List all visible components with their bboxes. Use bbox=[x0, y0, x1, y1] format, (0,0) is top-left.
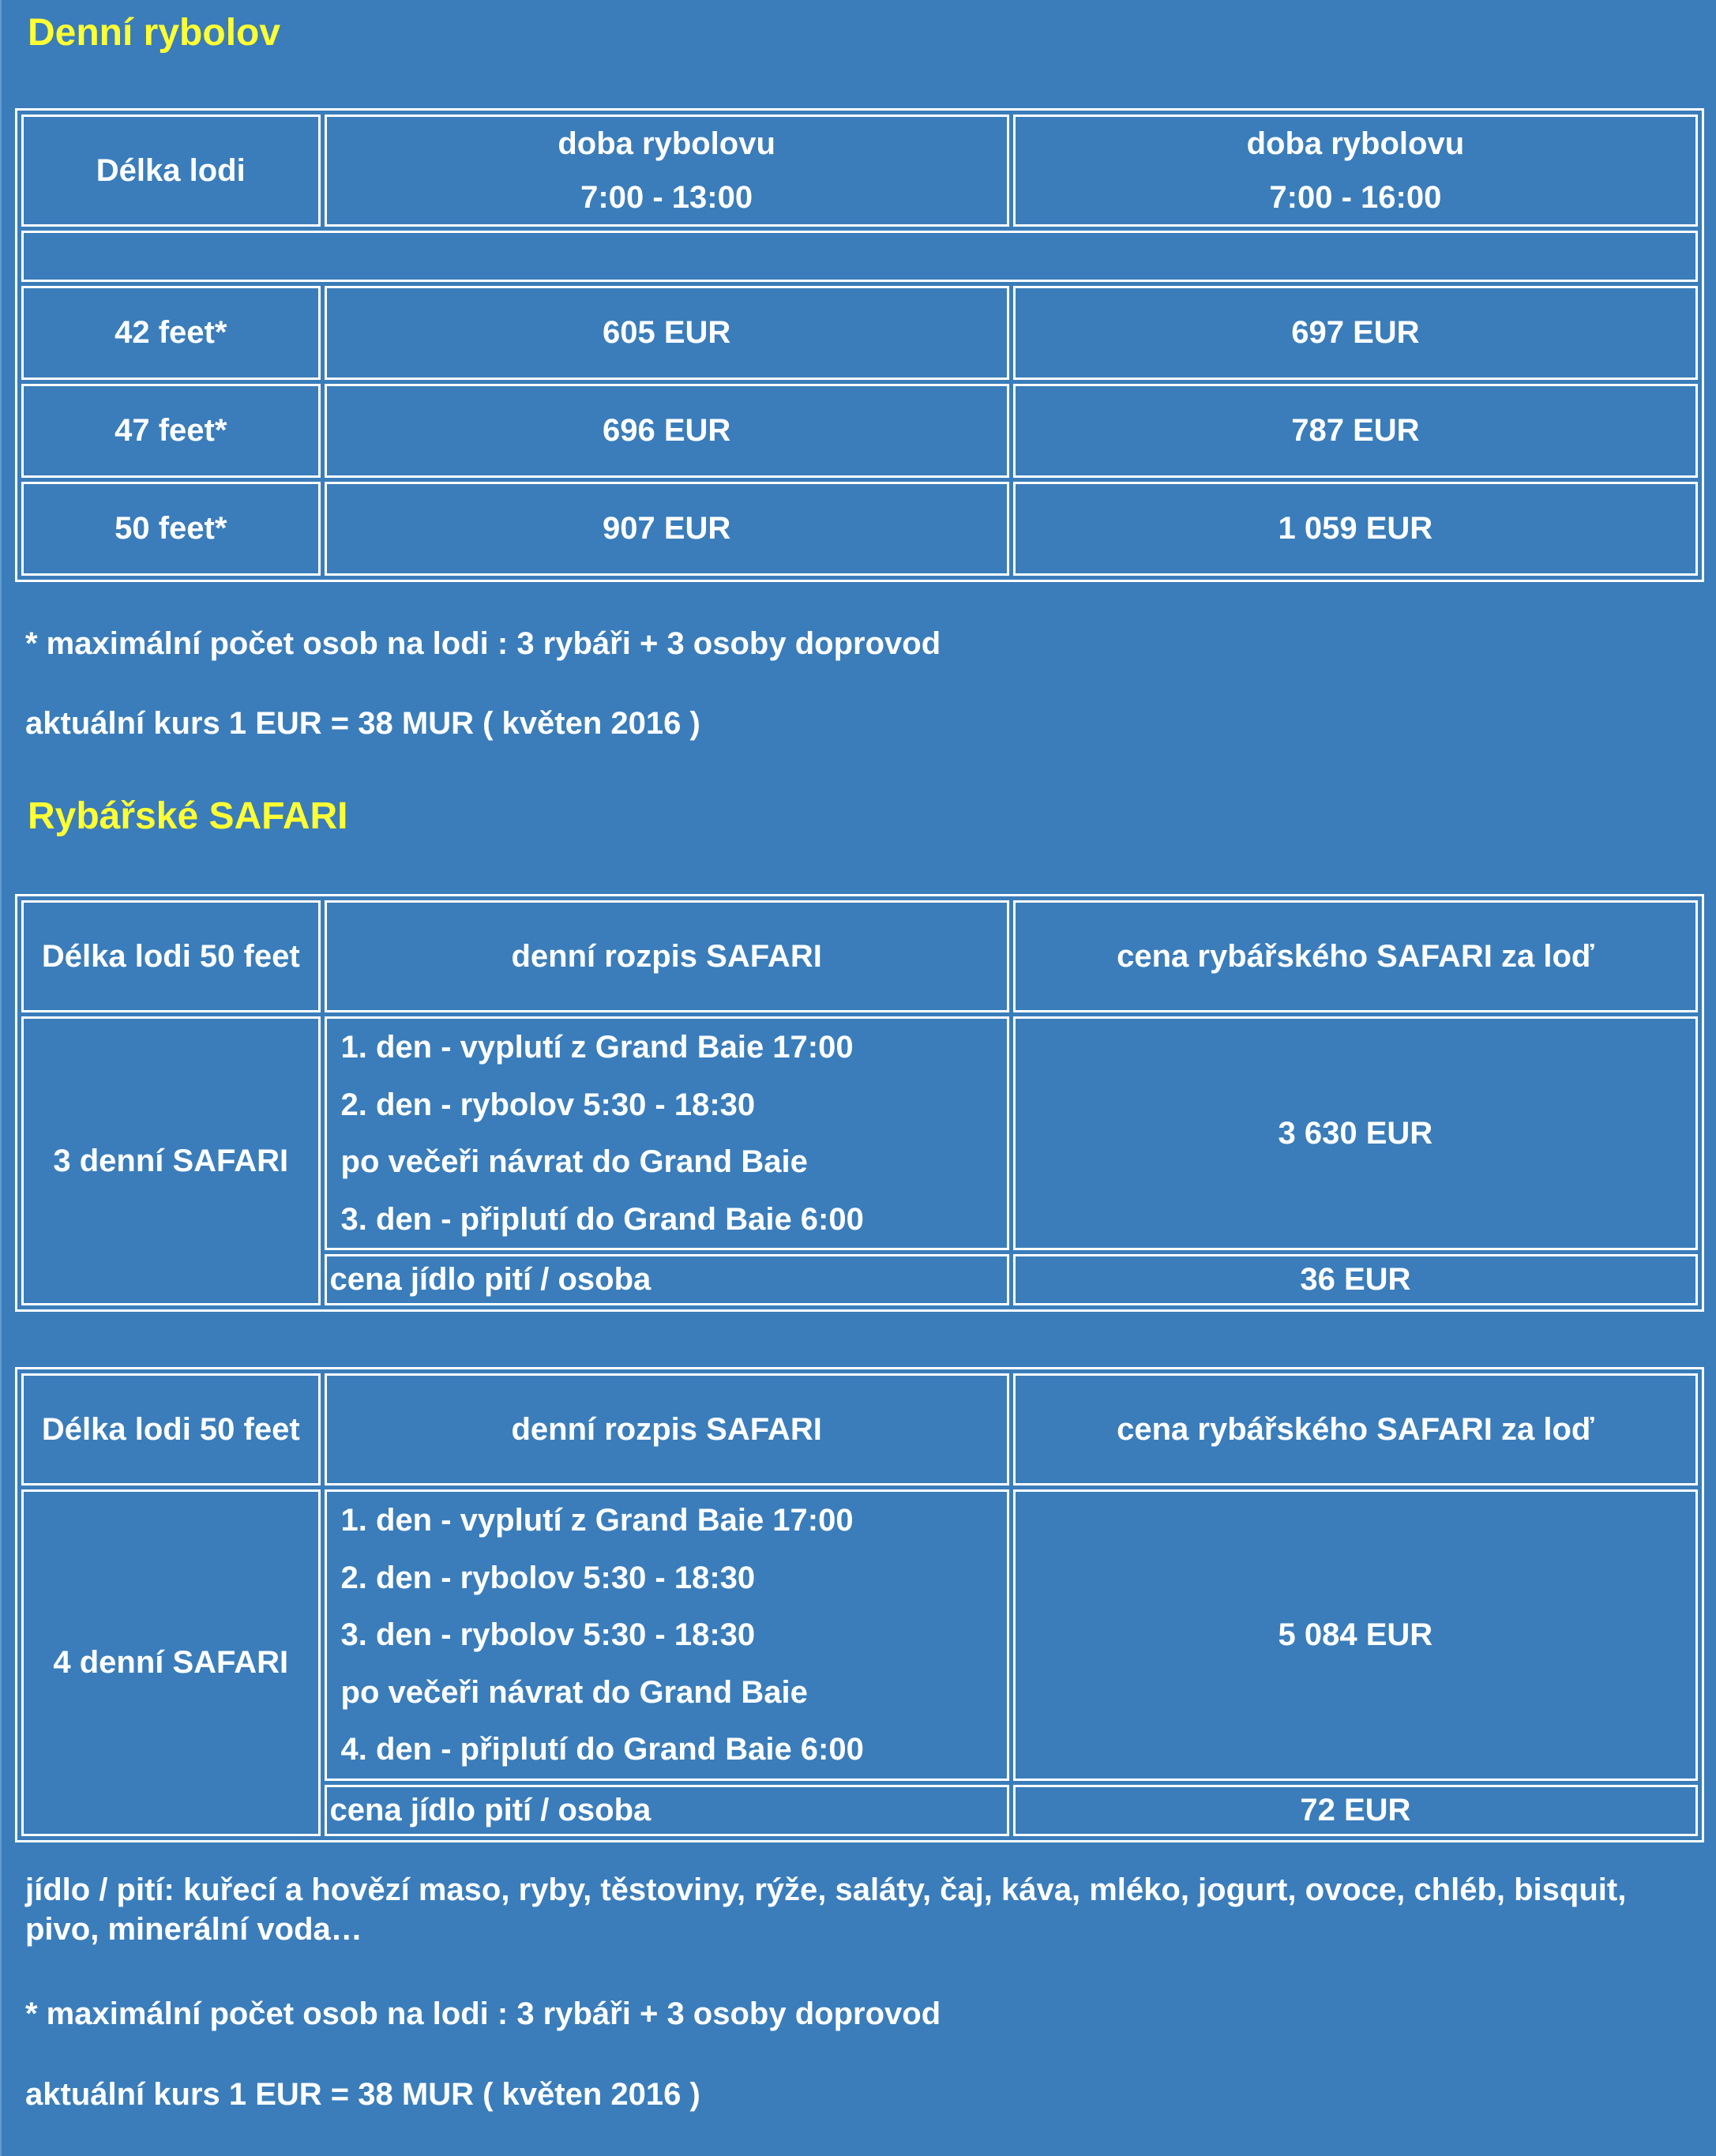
header-duration-long-label: doba rybolovu bbox=[1246, 126, 1465, 161]
safari-name: 3 denní SAFARI bbox=[21, 1016, 321, 1305]
row-price-short: 605 EUR bbox=[325, 286, 1009, 380]
table-row bbox=[21, 1016, 1698, 1250]
row-boat-length: 50 feet* bbox=[21, 482, 321, 576]
food-price-value: 36 EUR bbox=[1013, 1254, 1698, 1305]
schedule-line: 4. den - připlutí do Grand Baie 6:00 bbox=[340, 1732, 864, 1767]
row-boat-length: 42 feet* bbox=[21, 286, 321, 380]
spacer-row bbox=[21, 231, 1698, 282]
header-boat-price: cena rybářského SAFARI za loď bbox=[1013, 1373, 1698, 1486]
safari-schedule bbox=[325, 1489, 1009, 1781]
schedule-line: 2. den - rybolov 5:30 - 18:30 bbox=[340, 1560, 756, 1595]
header-duration-short-label: doba rybolovu bbox=[558, 126, 775, 161]
schedule-line: po večeři návrat do Grand Baie bbox=[340, 1674, 808, 1710]
safari-exchange-rate-note: aktuální kurs 1 EUR = 38 MUR ( květen 2016 ) bbox=[25, 2077, 700, 2112]
table-row bbox=[21, 286, 1698, 380]
header-boat-length: Délka lodi 50 feet bbox=[21, 900, 321, 1012]
schedule-line: 3. den - připlutí do Grand Baie 6:00 bbox=[340, 1201, 864, 1237]
table-header-row bbox=[21, 1373, 1698, 1486]
header-duration-short bbox=[325, 115, 1009, 227]
header-duration-short-time: 7:00 - 13:00 bbox=[580, 180, 753, 215]
table-header-row bbox=[21, 900, 1698, 1012]
safari-boat-price: 5 084 EUR bbox=[1013, 1489, 1698, 1781]
header-duration-long bbox=[1013, 115, 1698, 227]
table-header-row bbox=[21, 115, 1698, 227]
row-price-long: 697 EUR bbox=[1013, 286, 1698, 380]
row-boat-length: 47 feet* bbox=[21, 384, 321, 478]
row-price-short: 696 EUR bbox=[325, 384, 1009, 478]
safari-capacity-note: * maximální počet osob na lodi : 3 rybáři + 3 osoby doprovod bbox=[25, 1996, 941, 2031]
food-price-label: cena jídlo pití / osoba bbox=[325, 1785, 1009, 1836]
table-row bbox=[21, 482, 1698, 576]
row-price-long: 1 059 EUR bbox=[1013, 482, 1698, 576]
daily-fishing-table bbox=[15, 108, 1704, 582]
table-row bbox=[21, 384, 1698, 478]
safari-4-day-table bbox=[15, 1367, 1704, 1842]
spacer-cell bbox=[21, 231, 1698, 282]
header-boat-length: Délka lodi 50 feet bbox=[21, 1373, 321, 1486]
daily-exchange-rate-note: aktuální kurs 1 EUR = 38 MUR ( květen 2016 ) bbox=[25, 706, 700, 741]
header-duration-long-time: 7:00 - 16:00 bbox=[1269, 180, 1442, 215]
header-schedule: denní rozpis SAFARI bbox=[325, 1373, 1009, 1486]
row-price-short: 907 EUR bbox=[325, 482, 1009, 576]
schedule-line: po večeři návrat do Grand Baie bbox=[340, 1144, 808, 1179]
schedule-line: 1. den - vyplutí z Grand Baie 17:00 bbox=[340, 1503, 854, 1538]
safari-3-day-table bbox=[15, 894, 1704, 1312]
food-price-value: 72 EUR bbox=[1013, 1785, 1698, 1836]
safari-boat-price: 3 630 EUR bbox=[1013, 1016, 1698, 1250]
schedule-line: 2. den - rybolov 5:30 - 18:30 bbox=[340, 1087, 756, 1122]
header-schedule: denní rozpis SAFARI bbox=[325, 900, 1009, 1012]
safari-name: 4 denní SAFARI bbox=[21, 1489, 321, 1836]
schedule-line: 3. den - rybolov 5:30 - 18:30 bbox=[340, 1617, 756, 1652]
daily-capacity-note: * maximální počet osob na lodi : 3 rybáři + 3 osoby doprovod bbox=[25, 626, 941, 661]
row-price-long: 787 EUR bbox=[1013, 384, 1698, 478]
header-boat-length: Délka lodi bbox=[21, 115, 321, 227]
safari-title: Rybářské SAFARI bbox=[28, 795, 348, 837]
food-drink-note: jídlo / pití: kuřecí a hovězí maso, ryby, těstoviny, rýže, saláty, čaj, káva, mléko, jogurt, ovoce, chléb, bisquit, pivo, minerální voda… bbox=[25, 1872, 1627, 1947]
header-boat-price: cena rybářského SAFARI za loď bbox=[1013, 900, 1698, 1012]
food-price-label: cena jídlo pití / osoba bbox=[325, 1254, 1009, 1305]
safari-schedule bbox=[325, 1016, 1009, 1250]
daily-fishing-title: Denní rybolov bbox=[28, 12, 281, 54]
table-row bbox=[21, 1489, 1698, 1781]
schedule-line: 1. den - vyplutí z Grand Baie 17:00 bbox=[340, 1030, 854, 1065]
